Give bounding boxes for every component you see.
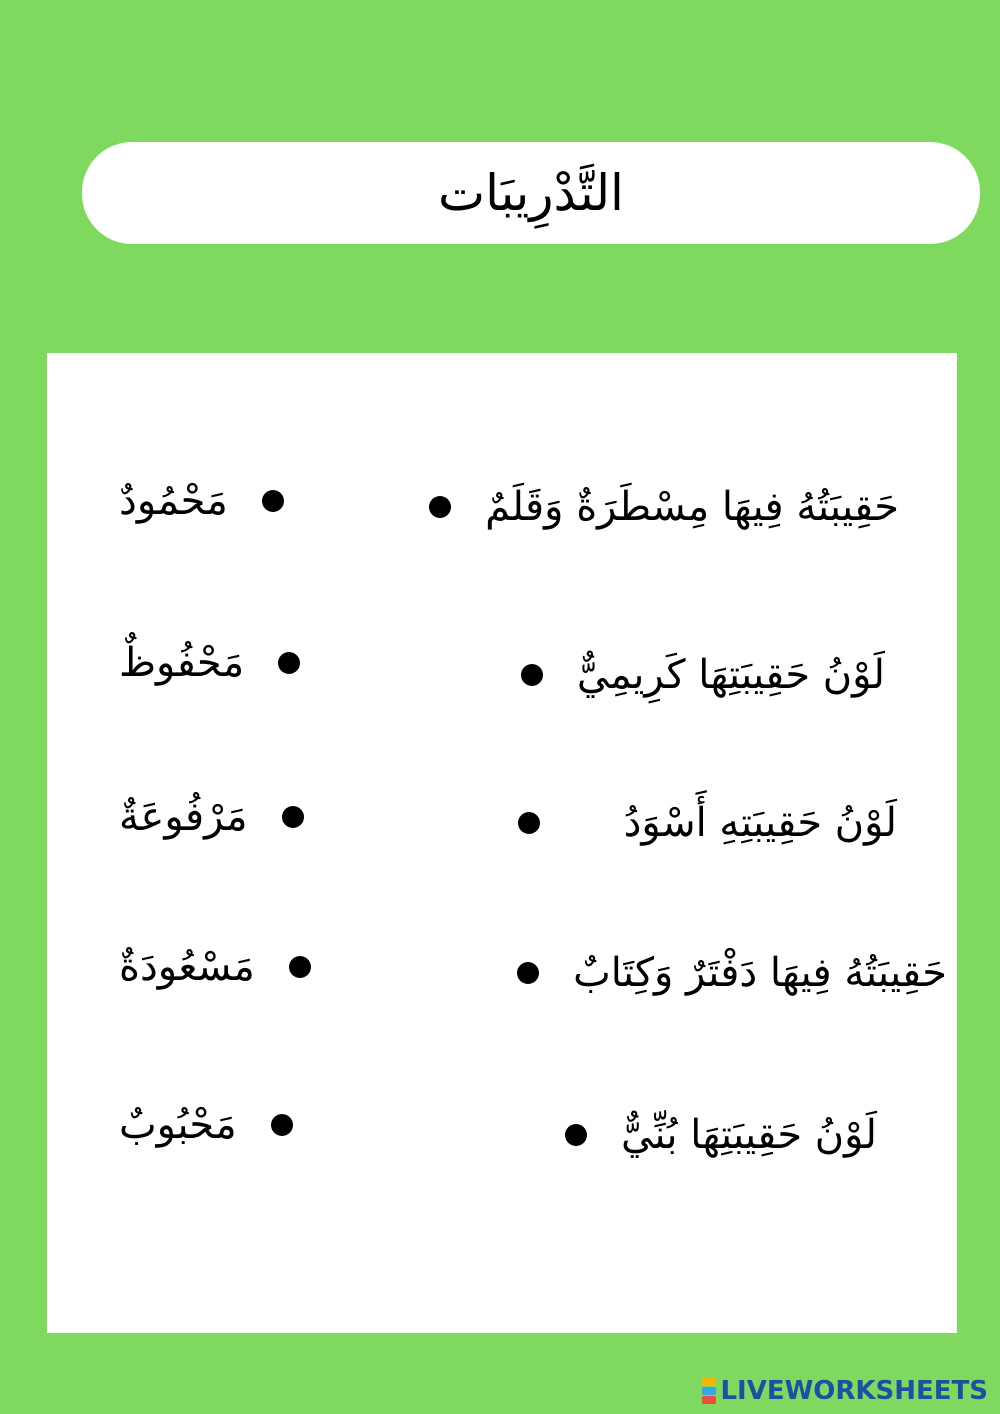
match-dot[interactable] [282,806,304,828]
name-item-1[interactable] [119,471,284,531]
match-dot[interactable] [278,652,300,674]
match-dot[interactable] [517,962,539,984]
name-label: مَسْعُودَةٌ [119,944,255,990]
title-banner [82,142,980,244]
match-dot[interactable] [262,490,284,512]
match-dot[interactable] [289,956,311,978]
name-item-2[interactable] [119,633,300,693]
name-item-5[interactable] [119,1095,293,1155]
match-dot[interactable] [518,812,540,834]
sentence-item-2[interactable] [521,645,885,705]
name-item-4[interactable] [119,937,311,997]
sentence-item-1[interactable] [429,477,899,537]
name-label: مَحْفُوظٌ [119,640,245,686]
match-dot[interactable] [271,1114,293,1136]
match-dot[interactable] [521,664,543,686]
brand-footer [702,1376,988,1406]
name-label: مَرْفُوعَةٌ [119,794,248,840]
sentence-item-4[interactable] [517,943,947,1003]
liveworksheets-logo-icon [702,1378,716,1404]
exercise-panel [47,353,957,1333]
sentence-item-3[interactable] [518,793,897,853]
match-dot[interactable] [565,1124,587,1146]
match-dot[interactable] [429,496,451,518]
page-title: التَّدْرِيبَات [438,164,624,222]
sentence-item-5[interactable] [565,1105,877,1165]
sentence-label: حَقِيبَتُهُ فِيهَا دَفْتَرٌ وَكِتَابٌ [573,950,947,996]
name-label: مَحْبُوبٌ [119,1102,237,1148]
sentence-label: حَقِيبَتُهُ فِيهَا مِسْطَرَةٌ وَقَلَمٌ [485,484,899,530]
sentence-label: لَوْنُ حَقِيبَتِهَا بُنِّيٌّ [621,1112,877,1158]
sentence-label: لَوْنُ حَقِيبَتِهِ أَسْوَدُ [623,800,897,846]
name-item-3[interactable] [119,787,304,847]
brand-name: LIVEWORKSHEETS [720,1376,988,1406]
name-label: مَحْمُودٌ [119,478,228,524]
sentence-label: لَوْنُ حَقِيبَتِهَا كَرِيمِيٌّ [576,652,885,698]
